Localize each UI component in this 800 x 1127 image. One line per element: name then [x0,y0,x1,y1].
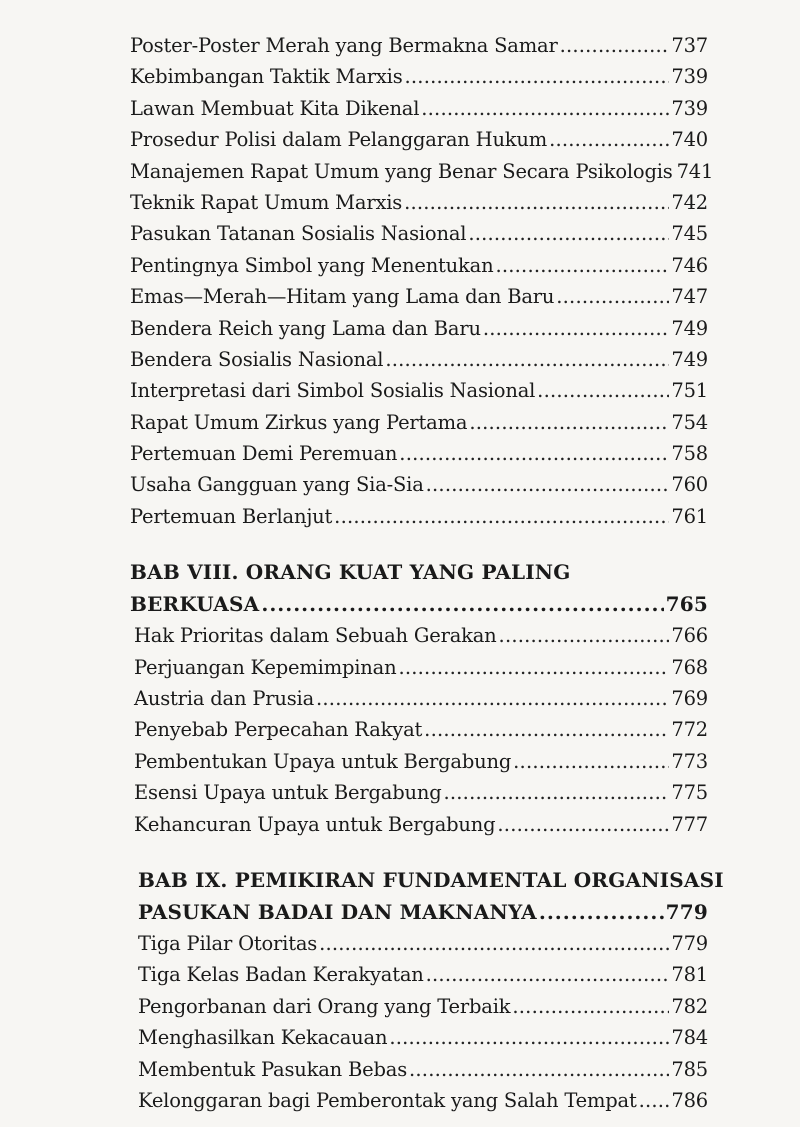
toc-entry-page-number: 769 [671,687,708,711]
toc-entry-title: Hak Prioritas dalam Sebuah Gerakan [134,624,497,648]
toc-entry-page-number: 761 [671,504,708,528]
toc-entry-page-number: 773 [671,749,708,773]
toc-entry-page-number: 779 [671,931,708,955]
chapter-heading-viii[interactable] [130,556,708,620]
toc-entry[interactable] [130,469,708,500]
toc-entry-page-number: 786 [671,1088,708,1112]
dot-leader [319,928,669,959]
toc-entry[interactable] [134,652,708,683]
toc-entry[interactable] [138,1085,708,1116]
toc-entry[interactable] [130,156,714,187]
dot-leader [556,281,669,312]
dot-leader [639,1085,670,1116]
toc-entry-title: Prosedur Polisi dalam Pelanggaran Hukum [130,128,548,152]
toc-entry[interactable] [134,683,708,714]
toc-entry[interactable] [134,777,708,808]
toc-entry-page-number: 772 [671,718,708,742]
toc-entry-title: Pembentukan Upaya untuk Bergabung [134,749,512,773]
toc-entry-title: Teknik Rapat Umum Marxis [130,190,403,214]
chapter-title-line1: BAB IX. PEMIKIRAN FUNDAMENTAL ORGANISASI [138,867,724,892]
toc-entry[interactable] [130,344,708,375]
chapter-title-line2: BERKUASA [130,592,260,617]
toc-entry-title: Pertemuan Demi Peremuan [130,442,398,466]
toc-entry-title: Kehancuran Upaya untuk Bergabung [134,812,496,836]
toc-entry-title: Tiga Kelas Badan Kerakyatan [138,963,424,987]
toc-entry-page-number: 749 [671,316,708,340]
dot-leader [409,1054,669,1085]
dot-leader [469,407,669,438]
toc-entry[interactable] [138,928,708,959]
toc-entry-title: Austria dan Prusia [134,687,315,711]
toc-entry[interactable] [138,1022,708,1053]
toc-entry[interactable] [138,991,708,1022]
dot-leader [316,683,669,714]
toc-entry-title: Tiga Pilar Otoritas [138,931,318,955]
dot-leader [549,124,669,155]
toc-entry-page-number: 745 [671,222,708,246]
dot-leader [513,746,669,777]
chapter-title-line2: PASUKAN BADAI DAN MAKNANYA [138,899,537,924]
dot-leader [424,714,669,745]
dot-leader [497,809,669,840]
toc-entry-title: Manajemen Rapat Umum yang Benar Secara Psikologis [130,159,673,183]
toc-entry-title: Rapat Umum Zirkus yang Pertama [130,410,468,434]
toc-entry-title: Emas—Merah—Hitam yang Lama dan Baru [130,285,555,309]
dot-leader [261,588,663,620]
toc-entry-title: Perjuangan Kepemimpinan [134,655,397,679]
toc-entry[interactable] [138,1054,708,1085]
toc-entry[interactable] [130,438,708,469]
toc-entry-page-number: 760 [671,473,708,497]
toc-entry[interactable] [130,281,708,312]
toc-entry[interactable] [130,375,708,406]
dot-leader [404,187,669,218]
dot-leader [426,959,670,990]
toc-entry-page-number: 742 [671,190,708,214]
dot-leader [421,93,669,124]
toc-entry-title: Bendera Reich yang Lama dan Baru [130,316,481,340]
chapter-title-line1: BAB VIII. ORANG KUAT YANG PALING [130,560,571,585]
toc-entry-title: Pengorbanan dari Orang yang Terbaik [138,994,511,1018]
toc-entry-title: Poster-Poster Merah yang Bermakna Samar [130,34,558,57]
toc-entry[interactable] [138,959,708,990]
toc-entry[interactable] [130,407,708,438]
toc-entry-page-number: 785 [671,1057,708,1081]
dot-leader [468,218,669,249]
toc-entry-page-number: 740 [671,128,708,152]
toc-entry-title: Pasukan Tatanan Sosialis Nasional [130,222,467,246]
dot-leader [499,620,670,651]
toc-entry-title: Pentingnya Simbol yang Menentukan [130,253,494,277]
dot-leader [334,501,669,532]
toc-entry[interactable] [134,620,708,651]
toc-entry-page-number: 739 [671,96,708,120]
toc-entry-title: Pertemuan Berlanjut [130,504,333,528]
dot-leader [483,313,670,344]
toc-entry[interactable] [130,218,708,249]
toc-entry-page-number: 768 [671,655,708,679]
toc-entry-title: Usaha Gangguan yang Sia-Sia [130,473,424,497]
toc-entry-page-number: 749 [671,347,708,371]
toc-entry-page-number: 746 [671,253,708,277]
toc-entry-page-number: 775 [671,781,708,805]
toc-entry[interactable] [130,250,708,281]
toc-section-continued [130,30,714,532]
dot-leader [398,652,669,683]
toc-entry-title: Bendera Sosialis Nasional [130,347,384,371]
toc-entry[interactable] [130,93,708,124]
toc-entry-title: Penyebab Perpecahan Rakyat [134,718,423,742]
dot-leader [539,896,664,928]
toc-entry[interactable] [134,809,708,840]
toc-entry[interactable] [130,124,708,155]
toc-entry-title: Esensi Upaya untuk Bergabung [134,781,442,805]
toc-entry-page-number: 766 [671,624,708,648]
toc-entry-page-number: 737 [671,34,708,57]
toc-entry[interactable] [134,746,708,777]
chapter-heading-ix[interactable] [130,864,724,928]
toc-entry[interactable] [130,30,708,61]
toc-entry-page-number: 784 [671,1026,708,1050]
toc-entry-page-number: 741 [676,159,714,183]
toc-entry-title: Menghasilkan Kekacauan [138,1026,388,1050]
toc-section-viii [130,620,708,840]
toc-entry[interactable] [134,714,708,745]
toc-entry-title: Interpretasi dari Simbol Sosialis Nasional [130,379,536,403]
toc-entry-title: Kebimbangan Taktik Marxis [130,65,403,89]
toc-entry-title: Kelonggaran bagi Pemberontak yang Salah Tempat [138,1088,637,1112]
dot-leader [405,61,670,92]
dot-leader [537,375,669,406]
dot-leader [560,30,670,61]
chapter-page-number: 779 [665,899,708,924]
toc-entry-page-number: 751 [671,379,708,403]
toc-entry-page-number: 739 [671,65,708,89]
dot-leader [399,438,669,469]
dot-leader [389,1022,669,1053]
toc-section-ix [130,928,708,1116]
toc-entry-page-number: 777 [671,812,708,836]
toc-entry-title: Membentuk Pasukan Bebas [138,1057,408,1081]
dot-leader [443,777,669,808]
toc-entry[interactable] [130,61,708,92]
dot-leader [495,250,669,281]
chapter-page-number: 765 [665,592,708,617]
toc-entry-page-number: 747 [671,285,708,309]
toc-entry-page-number: 754 [671,410,708,434]
dot-leader [385,344,669,375]
toc-entry-page-number: 758 [671,442,708,466]
dot-leader [512,991,669,1022]
toc-entry[interactable] [130,187,708,218]
toc-entry-page-number: 781 [671,963,708,987]
toc-entry-title: Lawan Membuat Kita Dikenal [130,96,420,120]
dot-leader [426,469,670,500]
toc-entry[interactable] [130,313,708,344]
toc-entry-page-number: 782 [671,994,708,1018]
toc-entry[interactable] [130,501,708,532]
